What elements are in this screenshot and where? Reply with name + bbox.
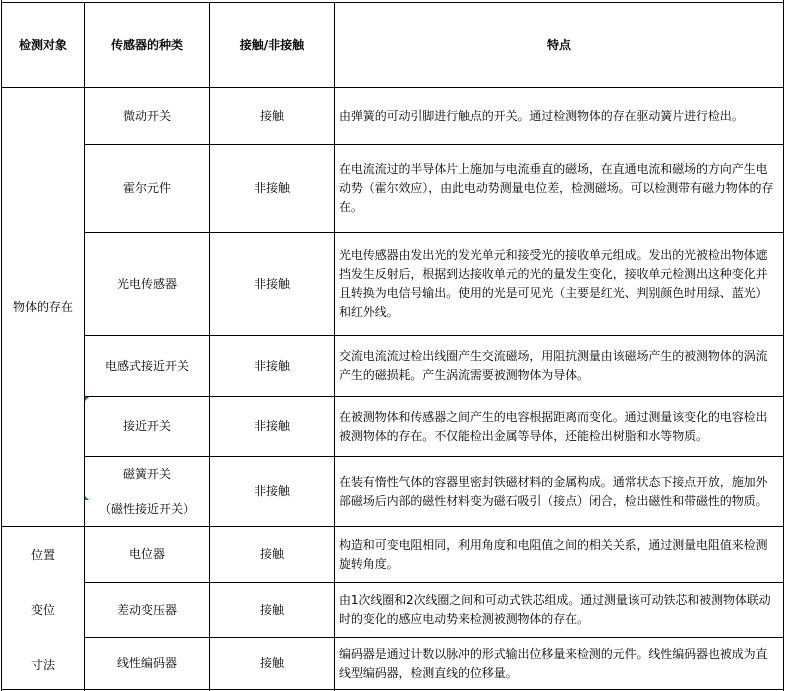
table-row-contact: 非接触 — [253, 419, 290, 433]
table-row-feature: 交流电流流过检出线圈产生交流磁场，用阻抗测量由该磁场产生的被测物体的涡流产生的磁损耗。产生涡流需要被测物体为导体。 — [339, 349, 768, 382]
cell-comment-marker — [85, 397, 89, 401]
table-row-sensor: 差动变压器 — [116, 602, 177, 617]
header-sensor-type: 传感器的种类 — [110, 37, 183, 52]
table-row-feature: 在装有惰性气体的容器里密封铁磁材料的金属构成。通常状态下接点开放，施加外部磁场后内部的磁性材料变为磁石吸引（接点）闭合，检出磁性和带磁性的物质。 — [339, 474, 768, 508]
group-dimension: 寸法 — [30, 657, 55, 672]
table-row-feature: 构造和可变电阻相同，利用角度和电阻值之间的相关关系，通过测量电阻值来检测旋转角度。 — [339, 537, 768, 571]
table-row-feature: 编码器是通过计数以脉冲的形式输出位移量来检测的元件。线性编码器也被成为直线型编码器，检测直线的位移量。 — [339, 646, 768, 680]
table-row-contact: 非接触 — [253, 358, 290, 373]
table-row-contact: 接触 — [259, 602, 284, 617]
table-row-contact: 非接触 — [253, 484, 290, 498]
table-row-sensor: 光电传感器 — [116, 276, 177, 291]
header-detection-object: 检测对象 — [18, 37, 67, 52]
table-row-contact: 接触 — [259, 108, 284, 123]
group-displacement: 变位 — [30, 602, 55, 617]
table-row-sensor: 线性编码器 — [116, 656, 177, 670]
table-row-sensor: 微动开关 — [122, 108, 171, 123]
table-row-contact: 非接触 — [253, 276, 290, 291]
table-row-contact: 非接触 — [253, 181, 290, 195]
table-row-contact: 接触 — [259, 547, 284, 561]
table-row-feature: 在被测物体和传感器之间产生的电容根据距离而变化。通过测量该变化的电容检出被测物体的存在。不仅能检出金属等导体，还能检出树脂和水等物质。 — [339, 409, 768, 443]
table-row-sensor: 霍尔元件 — [122, 181, 171, 195]
table-row-feature: 由弹簧的可动引脚进行触点的开关。通过检测物体的存在驱动簧片进行检出。 — [339, 108, 744, 123]
group-position: 位置 — [30, 547, 55, 562]
cell-comment-marker — [85, 496, 89, 500]
table-row-sensor: 电感式接近开关 — [104, 358, 189, 373]
header-features: 特点 — [546, 37, 571, 52]
group-presence: 物体的存在 — [12, 299, 73, 314]
header-contact: 接触/非接触 — [239, 37, 305, 52]
table-row-contact: 接触 — [259, 656, 284, 670]
table-row-sensor — [85, 457, 209, 526]
sensor-subname: （磁性接近开关） — [98, 501, 195, 516]
table-row-sensor: 电位器 — [128, 547, 165, 561]
sensor-name: 磁簧开关 — [122, 466, 171, 481]
table-row-feature: 在电流流过的半导体片上施加与电流垂直的磁场，在直通电流和磁场的方向产生电动势（霍尔效应），由此电动势测量电位差，检测磁场。可以检测带有磁力物体的存在。 — [339, 162, 774, 214]
table-row-feature: 由1次线圈和2次线圈之间和可动式铁芯组成。通过测量该可动铁芯和被测物体联动时的变化的感应电动势来检测被测物体的存在。 — [339, 593, 771, 626]
table-row-sensor: 接近开关 — [122, 419, 171, 433]
table-row-feature: 光电传感器由发出光的发光单元和接受光的接收单元组成。发出的光被检出物体遮挡发生反射后，根据到达接收单元的光的量发生变化，接收单元检测出这种变化并且转换为电信号输出。使用的光是可见光（主要是红光、判别颜色时用绿、蓝光）和红外线。 — [339, 248, 768, 319]
